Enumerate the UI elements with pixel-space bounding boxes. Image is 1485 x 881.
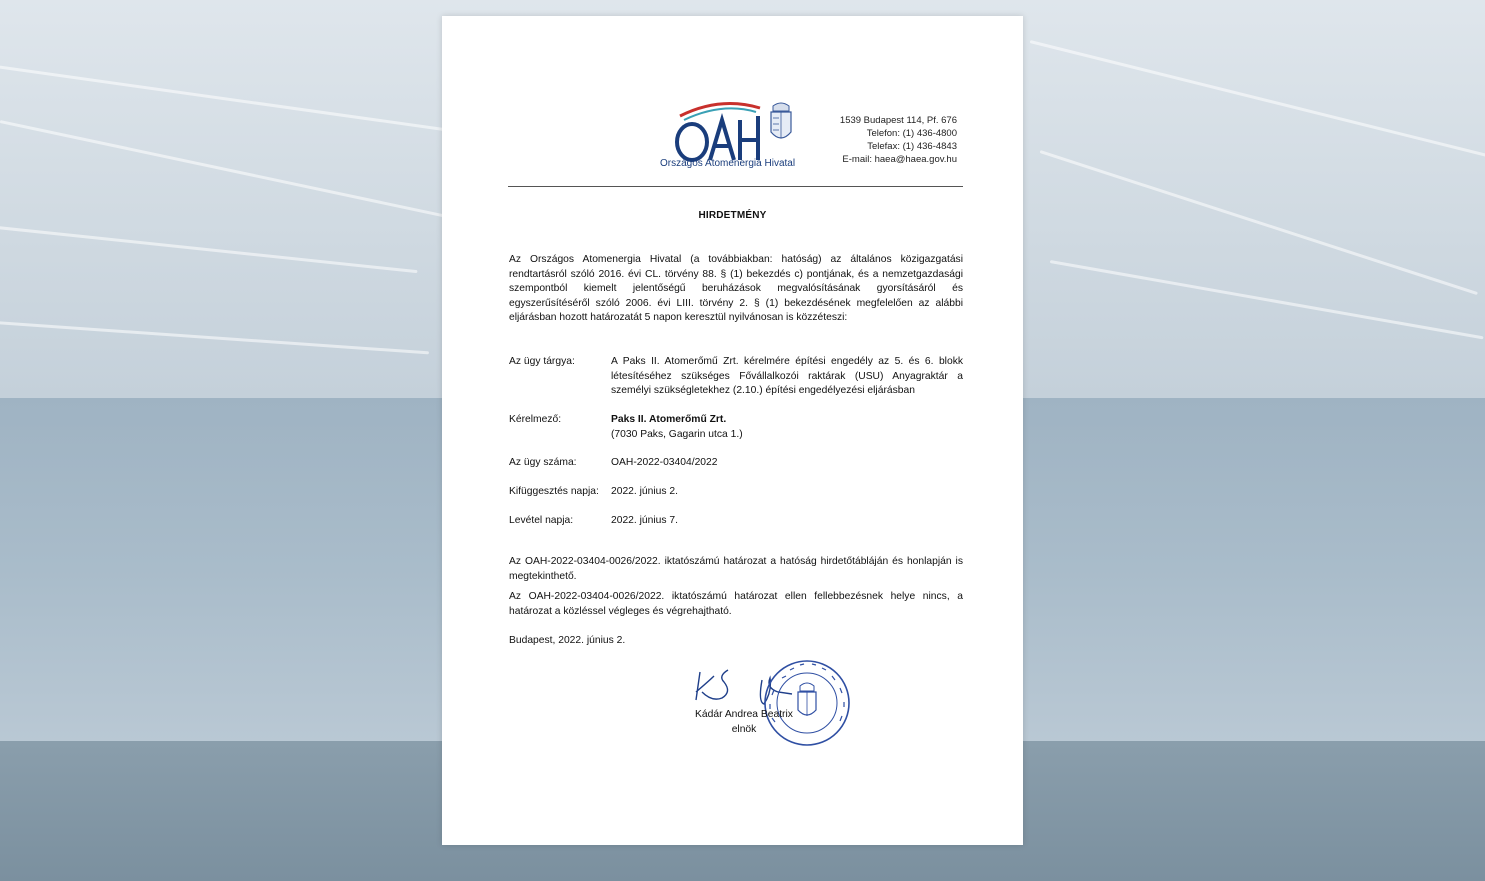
contact-phone: Telefon: (1) 436-4800 xyxy=(866,128,957,139)
contact-address: 1539 Budapest 114, Pf. 676 xyxy=(839,115,957,126)
case-number-label: Az ügy száma: xyxy=(509,457,577,468)
applicant-name: Paks II. Atomerőmű Zrt. xyxy=(611,414,727,425)
document-title: HIRDETMÉNY xyxy=(698,210,767,221)
subject-label: Az ügy tárgya: xyxy=(509,356,575,367)
header-divider xyxy=(508,186,963,187)
subject-value: A Paks II. Atomerőmű Zrt. kérelmére építési engedély az 5. és 6. blokk létesítéséhez szükséges Fővállalkozói raktárak (USU) Anyagraktár a személyi szükségletekhez (2.10.) építési engedélyezési eljárásban xyxy=(611,356,963,397)
case-number-value: OAH-2022-03404/2022 xyxy=(611,457,718,468)
document-page xyxy=(442,16,1023,845)
place-date: Budapest, 2022. június 2. xyxy=(509,635,626,646)
hungarian-crest-icon xyxy=(768,102,794,146)
signer-title: elnök xyxy=(731,723,757,735)
removal-date-label: Levétel napja: xyxy=(509,515,574,526)
intro-paragraph: Az Országos Atomenergia Hivatal (a továbbiakban: hatóság) az általános közigazgatási rendtartásról szóló 2016. évi CL. törvény 88. § (1) bekezdés c) pontjának, és a nemzetgazdasági szempontból kiemelt jelentőségű beruházások megvalósításának gyorsításáról és egyszerűsítéséről szóló 2006. évi LIII. törvény 2. § (1) bekezdésének megfelelően az alábbi eljárásban hozott határozatát 5 napon keresztül nyilvánosan is közzéteszi: xyxy=(509,254,963,324)
posted-date-label: Kifüggesztés napja: xyxy=(509,486,599,497)
contact-block xyxy=(840,114,957,166)
signer-name: Kádár Andrea Beatrix xyxy=(695,709,793,720)
contact-fax: Telefax: (1) 436-4843 xyxy=(867,141,957,152)
logo-text: Országos Atomenergia Hivatal xyxy=(660,158,796,169)
removal-date-value: 2022. június 7. xyxy=(611,515,678,526)
appeal-paragraph: Az OAH-2022-03404-0026/2022. iktatószámú határozat ellen fellebbezésnek helye nincs, a határozat a közléssel végleges és végrehajtható. xyxy=(509,591,963,617)
applicant-address: (7030 Paks, Gagarin utca 1.) xyxy=(611,428,743,440)
contact-email: E-mail: haea@haea.gov.hu xyxy=(842,154,957,165)
availability-paragraph: Az OAH-2022-03404-0026/2022. iktatószámú határozat a hatóság hirdetőtábláján és honlapján is megtekinthető. xyxy=(509,556,963,582)
signer-block xyxy=(674,708,814,737)
posted-date-value: 2022. június 2. xyxy=(611,486,678,497)
applicant-label: Kérelmező: xyxy=(509,414,562,425)
